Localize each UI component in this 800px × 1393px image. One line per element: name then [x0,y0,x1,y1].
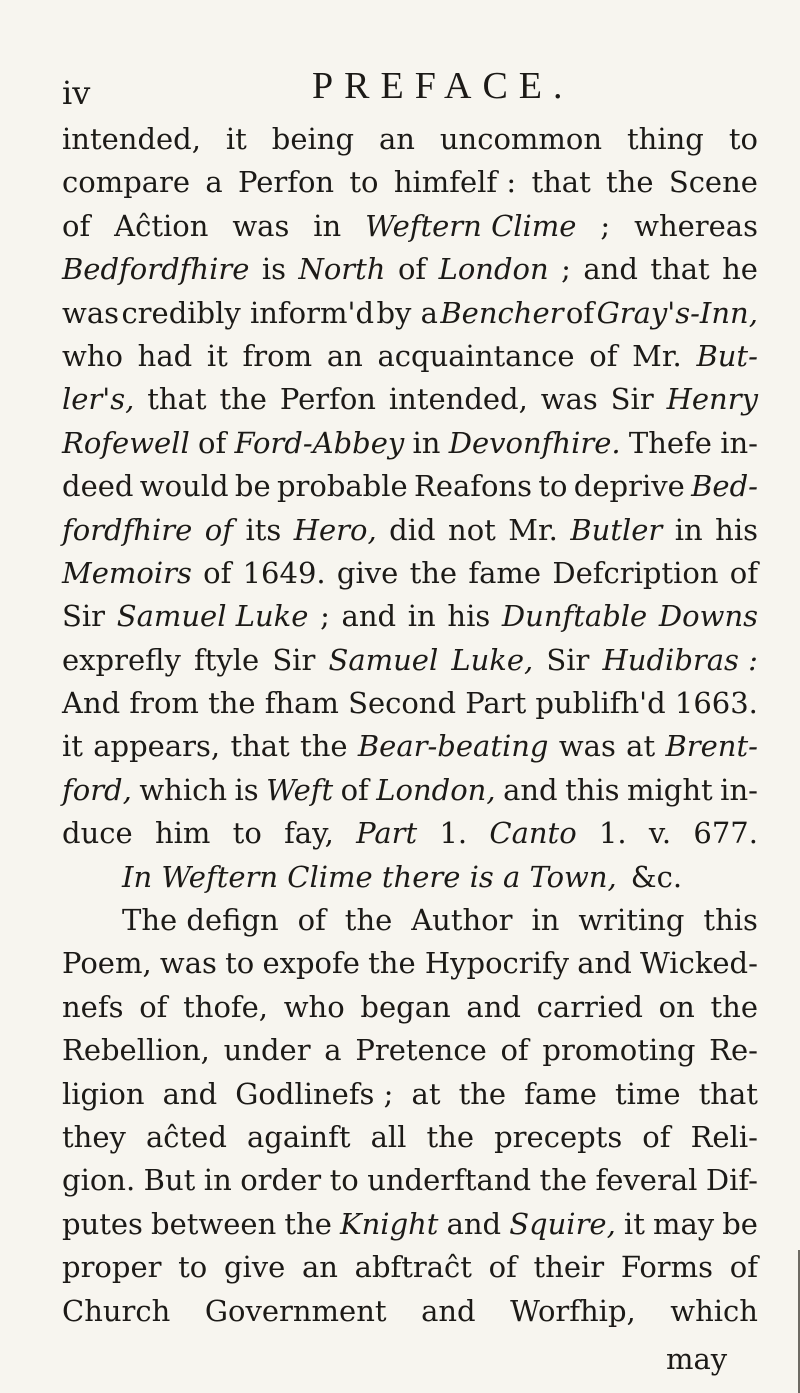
page-number: iv [62,74,91,112]
word: And [62,686,121,721]
word: in- [720,772,758,807]
word: The defign [122,903,279,938]
text-line [62,725,758,768]
word: be [722,1206,758,1241]
word: might [627,772,713,807]
text-line [62,1116,758,1159]
text-line [62,1246,758,1289]
word: the [539,1163,588,1198]
word: an [326,338,363,373]
word: North [298,252,386,287]
word: publifh'd [535,686,666,721]
word: fame [524,1076,597,1111]
word: underftand [367,1163,532,1198]
word: Dif- [705,1163,758,1198]
word: abftraĉt [354,1250,472,1285]
word: 677. [693,816,758,851]
word: that [531,165,591,200]
word: v. [648,816,672,851]
word: ford, [62,772,132,807]
word: expofe [262,946,360,981]
word: in [674,512,703,547]
word: that [698,1076,758,1111]
word: 1. [598,816,627,851]
word: of [340,772,369,807]
text-line [62,1290,758,1333]
word: Hudibras : [602,642,758,677]
text-line [62,335,758,378]
word: and [583,252,638,287]
word: it [225,122,247,156]
word: feveral [595,1163,698,1198]
word: uncommon [439,122,603,156]
word: and [421,1293,476,1328]
word: in [531,903,560,938]
word: by a [376,295,438,330]
word: Rofewell [62,425,190,460]
word: who [283,989,345,1024]
word: that [230,729,290,764]
word: Weft [266,772,334,807]
word: of [729,1250,758,1285]
word: it [623,1206,645,1241]
word: Worfhip, [510,1293,636,1328]
word: Sir [272,642,316,677]
word: of [203,555,232,590]
word: had [137,338,193,373]
text-line [62,899,758,942]
word: of [589,338,618,373]
word: Second [348,686,457,721]
word: the [208,686,256,721]
word: of [642,1119,671,1154]
word: of [729,555,758,590]
text-line [62,1073,758,1116]
word: Memoirs [62,555,192,590]
word: a [205,165,223,200]
word: from [129,686,199,721]
word: Defcription [552,555,719,590]
word: putes [62,1206,143,1241]
word: order [240,1163,322,1198]
word: its [245,512,282,547]
word: it [206,338,228,373]
word: Government [204,1293,387,1328]
word: Sir [610,382,654,417]
word: a [324,1033,342,1068]
text-line [62,942,758,985]
word: Perfon [237,165,335,200]
page-header [0,64,800,114]
word: carried [536,989,643,1024]
text-line [62,248,758,291]
word: him [154,816,211,851]
word: to [728,122,758,156]
word: Reafons [414,469,533,504]
word: the [606,165,654,200]
word: In Weftern Clime there is a Town, [122,859,617,894]
word: is [261,252,286,287]
word: which [139,772,228,807]
word: this [565,772,620,807]
text-line [62,552,758,595]
word: the Hypocrify [368,946,570,981]
word: from [242,338,313,373]
word: and [446,1206,502,1241]
word: Brent- [665,729,758,764]
text-line [62,161,758,204]
word: and [162,1076,218,1111]
word: the [426,1119,475,1154]
text-line [62,205,758,248]
word: and [466,989,521,1024]
word: Dunftable [501,599,648,634]
word: their [533,1250,605,1285]
word: at [626,729,656,764]
word: the [409,555,458,590]
word: Ford-Abbey [234,425,405,460]
text-line [62,639,758,682]
word: precepts [494,1119,623,1154]
word: Aĉtion [114,208,209,243]
word: Sir [62,599,106,634]
word: Poem, [62,946,152,981]
word: Bed- [691,469,758,504]
word: Church [62,1293,171,1328]
text-line [62,856,758,899]
word: Part [465,686,527,721]
word: of [565,295,595,330]
text-line [62,595,758,638]
word: at [411,1076,441,1111]
text-line [62,465,758,508]
word: fham [264,686,339,721]
text-line [62,812,758,855]
word: Knight [339,1206,439,1241]
word: himfelf : [393,165,517,200]
word: Thefe [628,425,712,460]
word: to [349,165,379,200]
text-line [62,1029,758,1072]
word: an [302,1250,338,1285]
word: Wicked- [640,946,758,981]
word: Reli- [690,1119,758,1154]
word: compare [62,165,191,200]
word: exprefly [62,642,181,677]
word: But- [696,338,758,373]
word: probable [276,469,408,504]
word: of [62,208,91,243]
word: of [397,252,427,287]
word: the [219,382,267,417]
word: Mr. [632,338,682,373]
word: Luke, [451,642,534,677]
word: London [438,252,549,287]
text-line [62,986,758,1029]
text-line [62,1159,758,1202]
word: ler's, [62,382,135,417]
word: Godlinefs ; [235,1076,394,1111]
word: Devonfhire. [448,425,621,460]
word: Gray's-Inn, [596,295,758,330]
word: Bedfordfhire [62,252,250,287]
word: fordfhire [62,512,193,547]
word: may [652,1206,715,1241]
word: London, [376,772,496,807]
word: acquaintance [377,338,575,373]
text-line [62,292,758,335]
text-line [62,509,758,552]
word: Scene [668,165,758,200]
word: he [722,252,758,287]
word: Butler [570,512,663,547]
word: to [329,1163,359,1198]
word: his [447,599,491,634]
text-line [62,769,758,812]
word: Downs [658,599,758,634]
word: Sir [546,642,590,677]
word: whereas [634,208,758,243]
word: writing [578,903,685,938]
word: in [412,425,441,460]
word: ftyle [193,642,260,677]
word: this [703,903,758,938]
word: not [448,512,496,547]
word: Bear-beating [357,729,549,764]
word: ; [600,208,611,243]
word: in- [720,425,758,460]
body-text [62,118,758,1333]
word: Rebellion, [62,1033,210,1068]
word: But [143,1163,196,1198]
word: proper [62,1250,162,1285]
word: be [234,469,271,504]
word: fay, [284,816,334,851]
word: did [389,512,436,547]
word: give [336,555,399,590]
word: the [284,1206,332,1241]
word: between [151,1206,277,1241]
text-line [62,422,758,465]
word: duce [62,816,133,851]
word: gion. [62,1163,136,1198]
word: which [670,1293,758,1328]
word: Forms [620,1250,714,1285]
word: fame [468,555,542,590]
word: that [147,382,207,417]
word: was [540,382,598,417]
word: the [458,1076,507,1111]
word: an [378,122,415,156]
word: they [62,1119,126,1154]
word: in [313,208,342,243]
word: 1649. [242,555,326,590]
word: Samuel Luke [116,599,309,634]
word: promoting [542,1033,696,1068]
word: to [225,946,255,981]
word: who [62,338,123,373]
word: on [658,989,695,1024]
word: of [488,1250,517,1285]
word: of [139,989,168,1024]
word: of [500,1033,529,1068]
word: of [197,425,227,460]
word: Squire, [509,1206,616,1241]
word: credibly inform'd [121,295,375,330]
word: Bencher [440,295,564,330]
word: would [139,469,229,504]
running-head: PREFACE. [312,65,574,107]
word: Part [356,816,418,851]
word: is [234,772,259,807]
word: to [178,1250,208,1285]
word: of [204,512,233,547]
word: 1663. [674,686,758,721]
word: 1. [439,816,468,851]
word: Henry [666,382,758,417]
word: his [715,512,758,547]
word: thofe, [183,989,269,1024]
word: Samuel [328,642,439,677]
word: was [62,295,119,330]
word: all [370,1119,407,1154]
word: Canto [489,816,577,851]
word: was [558,729,616,764]
word: deed [62,469,134,504]
word: ; [320,599,330,634]
word: intended, [62,122,201,156]
word: the [300,729,348,764]
word: in [203,1163,232,1198]
word: thing [627,122,704,156]
word: in [407,599,436,634]
word: was [232,208,290,243]
word: Author [411,903,513,938]
word: aĉted [145,1119,227,1154]
text-line [62,682,758,725]
text-line [62,118,758,161]
word: under [223,1033,311,1068]
word: ligion [62,1076,145,1111]
word: intended, [388,382,528,417]
word: Perfon [279,382,376,417]
word: againft [247,1119,351,1154]
word: that [650,252,710,287]
word: to [538,469,568,504]
word: &c. [630,859,683,894]
word: was [159,946,217,981]
word: Weftern Clime [365,208,577,243]
word: appears, [93,729,221,764]
word: Mr. [508,512,558,547]
text-line [62,1203,758,1246]
word: of [297,903,326,938]
word: Hero, [293,512,377,547]
word: began [360,989,451,1024]
word: to [232,816,262,851]
word: time [614,1076,681,1111]
word: being [271,122,355,156]
word: nefs [62,989,124,1024]
word: Pretence [355,1033,487,1068]
word: deprive [573,469,685,504]
word: Re- [709,1033,758,1068]
word: ; [561,252,571,287]
word: and [577,946,632,981]
word: the [344,903,393,938]
word: and [503,772,558,807]
word: it [62,729,83,764]
text-line [62,378,758,421]
word: and [341,599,397,634]
word: the [710,989,758,1024]
catchword: may [666,1342,728,1376]
word: give [223,1250,286,1285]
